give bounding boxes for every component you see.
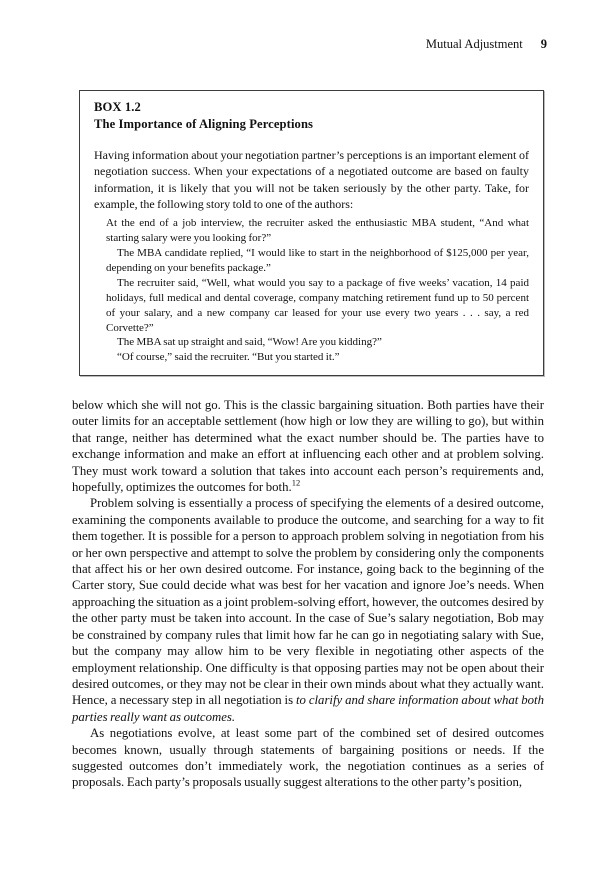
- box-intro-paragraph: Having information about your negotiation partner’s perceptions is an important element of negotiation success. When your expectations of a negotiated outcome are based on faulty information, it is likely that you will not be taken seriously by the other party. Take, for example, the following story told to one of the authors:: [94, 148, 529, 211]
- body-paragraph-2: [72, 495, 544, 725]
- quote-paragraph-1: At the end of a job interview, the recruiter asked the enthusiastic MBA student, “And what starting salary were you looking for?”: [106, 217, 529, 245]
- quote-paragraph-2: The MBA candidate replied, “I would like to start in the neighborhood of $125,000 per year, depending on your benefits package.”: [106, 247, 529, 274]
- paragraph-text: below which she will not go. This is the classic bargaining situation. Both parties have their outer limits for an acceptable settlement (how high or low they are willing to go), but within that range, neither has determined what the exact number should be. The parties have to exchange information and make an effort at influencing each other and at problem solving. They must work toward a solution that takes into account each person’s requirements and, hopefully, optimizes the outcomes for both.: [72, 398, 544, 495]
- page-number: 9: [540, 37, 547, 51]
- quote-paragraph-3: The recruiter said, “Well, what would you say to a package of five weeks’ vacation, 14 paid holidays, full medical and dental coverage, company matching retirement fund up to 50 percent of your salary, and a new company car leased for your use every two years . . . say, a red Corvette?”: [106, 276, 529, 334]
- emphasized-text: to clarify and share information about what both parties really want as outcomes.: [72, 693, 545, 724]
- box-title: The Importance of Aligning Perceptions: [94, 116, 314, 131]
- running-title: Mutual Adjustment: [425, 37, 523, 51]
- running-header: [426, 37, 547, 52]
- body-paragraph-3: As negotiations evolve, at least some part of the combined set of desired outcomes becomes known, usually through statements of bargaining positions or needs. If the suggested outcomes don’t immediately work, the negotiation continues as a series of proposals. Each party’s proposals usually suggest alterations to the other party’s position,: [72, 726, 544, 790]
- body-paragraph-1: [72, 397, 544, 495]
- box-1-2: [79, 90, 544, 376]
- paragraph-text: Problem solving is essentially a process of specifying the elements of a desired outcome, examining the components available to produce the outcome, and searching for a way to fit them together. It is possible for a person to approach problem solving in negotiation from his or her own perspective and attempt to solve the problem by considering only the components that affect his or her own desired outcome. For instance, going back to the beginning of the Carter story, Sue could decide what was best for her vacation and ignore Joe’s needs. When approaching the situation as a joint problem-solving effort, however, the outcomes desired by the other party must be taken into account. In the case of Sue’s salary negotiation, Bob may be constrained by company rules that limit how far he can go in negotiating salary with Sue, but the company may allow him to be very flexible in negotiating other aspects of the employment relationship. One difficulty is that opposing parties may not be open about their desired outcomes, or they may not be clear in their own minds about what they actually want. Hence, a necessary step in all negotiation is: [72, 496, 544, 708]
- quote-paragraph-4: The MBA sat up straight and said, “Wow! Are you kidding?”: [117, 336, 382, 349]
- footnote-reference: 12: [291, 477, 301, 488]
- quote-paragraph-5: “Of course,” said the recruiter. “But you started it.”: [117, 351, 340, 364]
- box-label: BOX 1.2: [94, 100, 141, 114]
- body-text: [72, 397, 544, 791]
- box-quote: [106, 216, 529, 365]
